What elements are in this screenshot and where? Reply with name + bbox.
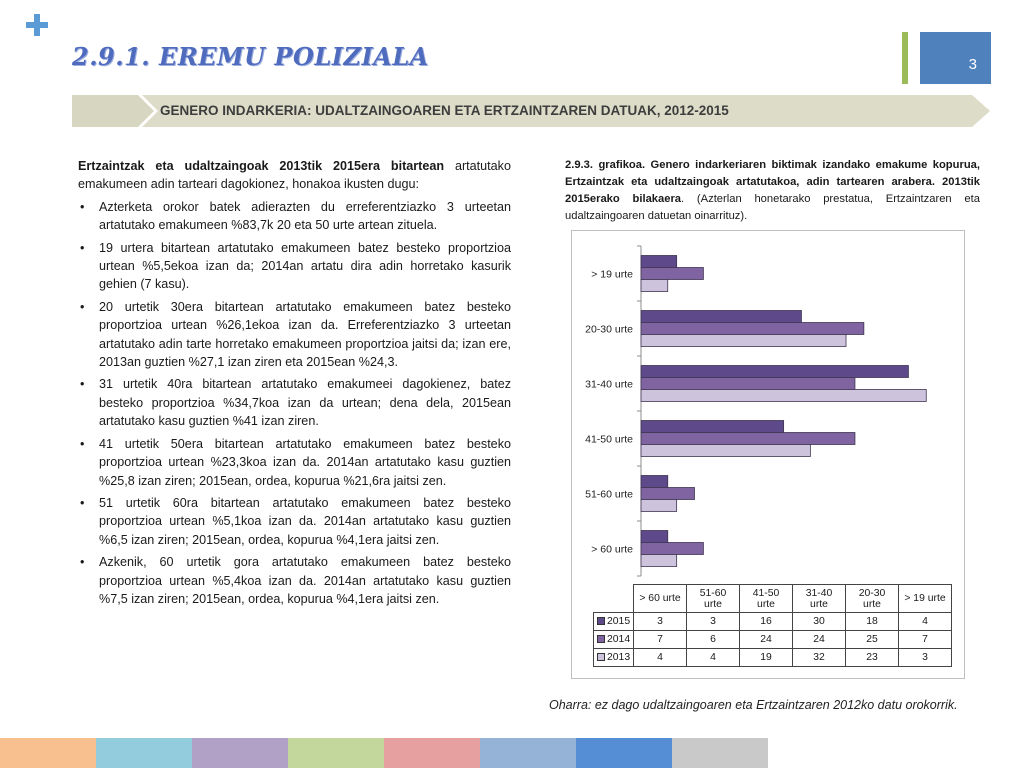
bullet-item: • 51 urtetik 60ra bitartean artatutako emakumeen batez besteko proportzioa urtean %5,1koa izan da. 2014an artatutako kasu guztien %6,5 izan ziren; 2015ean, ordea, kopurua %4,1era jaitsi zen. [78,494,511,549]
table-row [594,613,952,631]
bullet-item: • 31 urtetik 40ra bitartean artatutako emakumeei dagokienez, batez besteko proportzioa %34,7koa izan da urtean; dena dela, 2015ean artatutako kasu guztien %41 izan ziren. [78,375,511,430]
bar-2015-0 [641,531,668,543]
page-number: 3 [968,56,977,73]
table-header-cell: 51-60 urte [687,585,740,613]
intro-rest: artatutako emakumeen adin tarteari dagokionez, honakoa ikusten dugu: [78,159,511,192]
bar-2014-2 [641,433,855,445]
legend-entry [594,613,634,631]
footer-color-block [480,738,576,768]
legend-label: 2015 [607,616,631,627]
accent-bar [902,32,908,84]
table-cell: 24 [793,631,846,649]
bullet-item: • Azterketa orokor batek adierazten du erreferentziazko 3 urteetan artatutako emakumeen %83,7k 20 eta 50 urte artean zituela. [78,198,511,235]
legend-label: 2014 [607,634,631,645]
table-cell: 24 [740,631,793,649]
bar-2014-0 [641,543,703,555]
table-cell: 7 [634,631,687,649]
category-label: 41-50 urte [585,433,633,446]
footer-color-block [288,738,384,768]
table-header-cell: 31-40 urte [793,585,846,613]
chart-data-table [593,584,952,667]
table-corner [594,585,634,613]
bar-2015-5 [641,256,677,268]
bar-2013-0 [641,555,677,567]
bullet-item: • 19 urtera bitartean artatutako emakumeen batez besteko proportzioa urtean %5,5ekoa izan da; 2014an artatu dira adin horretako kasurik gehien (7 kasu). [78,239,511,294]
footer-color-block [96,738,192,768]
table-header-cell: > 19 urte [899,585,952,613]
section-subtitle: GENERO INDARKERIA: UDALTZAINGOAREN ETA ERTZAINTZAREN DATUAK, 2012-2015 [160,103,729,118]
table-cell: 7 [899,631,952,649]
footer-color-block [0,738,96,768]
footer-color-strip [0,738,768,768]
footer-color-block [192,738,288,768]
legend-swatch [597,617,605,625]
section-band [72,95,990,127]
intro-paragraph [78,157,511,194]
bullet-item: • 41 urtetik 50era bitartean artatutako emakumeen batez besteko proportzioa urtean %23,3koa izan da. 2014an artatutako kasu guztien %25,8 izan ziren; 2015ean, ordea, kopurua %21,6ra jaitsi zen. [78,435,511,490]
table-cell: 4 [634,649,687,667]
plus-icon [26,14,48,36]
intro-bold: Ertzaintzak eta udaltzaingoak 2013tik 2015era bitartean [78,159,445,173]
bar-2013-4 [641,335,846,347]
bullet-item: • 20 urtetik 30era bitartean artatutako emakumeen batez besteko proportzioa urtean %26,1ekoa izan da. Erreferentziazko 3 urteetan artatutako adin tarte horretako emakumeen proportzioa jaitsi da; izan ere, 2013an guztien %27,1 izan ziren eta 2015ean %24,3. [78,298,511,372]
legend-entry [594,649,634,667]
bar-2015-2 [641,421,784,433]
body-text [78,157,511,612]
bar-2015-1 [641,476,668,488]
chart-caption [565,157,980,225]
bullet-list [78,198,511,609]
caption-bold: 2.9.3. grafikoa. Genero indarkeriaren biktimak izandako emakume kopurua, Ertzaintzak eta udaltzaingoak artatutakoa, adin tartearen arabera. 2013tik 2015erako bilakaera [565,159,980,205]
table-header-row [594,585,952,613]
bar-2013-2 [641,445,810,457]
table-cell: 19 [740,649,793,667]
table-cell: 4 [687,649,740,667]
table-cell: 6 [687,631,740,649]
bullet-item: • Azkenik, 60 urtetik gora artatutako emakumeen batez besteko proportzioa urtean %5,4koa izan da. 2014an artatutako kasu guztien %7,5 izan ziren; 2015ean, ordea, kopurua %4,1era jaitsi zen. [78,553,511,608]
bar-2013-5 [641,280,668,292]
page-title: 2.9.1. EREMU POLIZIALA [72,42,429,71]
table-header-cell: 20-30 urte [846,585,899,613]
table-cell: 30 [793,613,846,631]
chart-container [571,230,965,679]
caption-rest: . (Azterlan honetarako prestatua, Ertzaintzaren eta udaltzaingoaren datuetan oinarrituz). [565,193,980,222]
footnote: Oharra: ez dago udaltzaingoaren eta Ertzaintzaren 2012ko datu orokorrik. [549,698,958,712]
table-cell: 3 [687,613,740,631]
table-header-cell: > 60 urte [634,585,687,613]
bar-2015-3 [641,366,908,378]
page-number-box [920,32,991,84]
bar-2015-4 [641,311,801,323]
bar-2013-3 [641,390,926,402]
table-cell: 18 [846,613,899,631]
legend-swatch [597,653,605,661]
category-label: 20-30 urte [585,323,633,336]
bar-2014-5 [641,268,703,280]
table-cell: 3 [634,613,687,631]
footer-color-block [672,738,768,768]
bar-2014-4 [641,323,864,335]
table-header-cell: 41-50 urte [740,585,793,613]
table-cell: 4 [899,613,952,631]
category-label: 31-40 urte [585,378,633,391]
footer-color-block [384,738,480,768]
table-cell: 16 [740,613,793,631]
table-cell: 32 [793,649,846,667]
bar-2014-3 [641,378,855,390]
legend-label: 2013 [607,652,631,663]
legend-swatch [597,635,605,643]
legend-entry [594,631,634,649]
table-cell: 23 [846,649,899,667]
footer-color-block [576,738,672,768]
bar-2014-1 [641,488,694,500]
table-row [594,649,952,667]
table-cell: 25 [846,631,899,649]
table-row [594,631,952,649]
table-cell: 3 [899,649,952,667]
bar-2013-1 [641,500,677,512]
category-label: 51-60 urte [585,488,633,501]
category-label: > 19 urte [591,268,633,281]
category-label: > 60 urte [591,543,633,556]
